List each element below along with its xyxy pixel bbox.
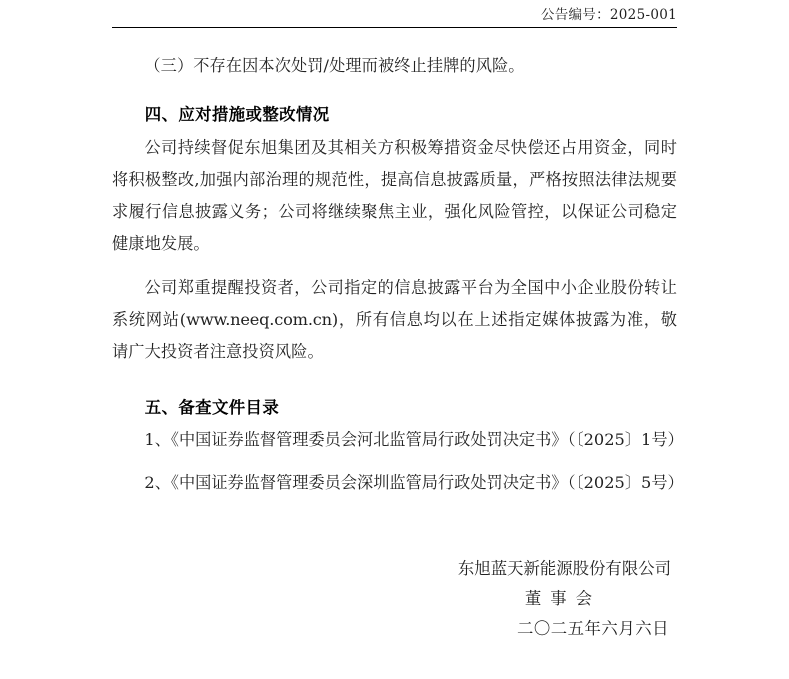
reference-document-item-1: 1、《中国证券监督管理委员会河北监管局行政处罚决定书》（〔2025〕1号） — [144, 429, 684, 449]
section-five-heading: 五、备查文件目录 — [144, 397, 280, 417]
clause-item-three: （三）不存在因本次处罚/处理而被终止挂牌的风险。 — [144, 56, 525, 75]
announcement-number: 公告编号：2025-001 — [540, 7, 677, 23]
document-body — [112, 50, 684, 500]
paragraph-text-before-url: 公司郑重提醒投资者，公司指定的信息披露平台为全国中小企业股份转让系统网站( — [112, 277, 677, 330]
spacer — [112, 82, 677, 99]
spacer — [112, 456, 677, 467]
spacer — [112, 261, 677, 272]
signature-board-of-directors: 董事会 — [524, 589, 601, 608]
paragraph-text-after-url: )，所有信息均以在上述指定媒体披露为准，敬请广大投资者注意投资风险。 — [112, 310, 677, 362]
header-divider — [112, 27, 677, 28]
spacer — [112, 369, 677, 392]
neeq-website-url: www.neeq.com.cn — [186, 310, 332, 330]
section-four-paragraph-1: 公司持续督促东旭集团及其相关方积极筹措资金尽快偿还占用资金，同时将积极整改,加强内部治理的规范性，提高信息披露质量，严格按照法律法规要求履行信息披露义务；公司将继续聚焦主业，强化风险管控，以保证公司稳定健康地发展。 — [112, 137, 677, 254]
signature-block — [112, 554, 677, 644]
page-header — [112, 6, 677, 28]
signature-date: 二〇二五年六月六日 — [516, 619, 669, 638]
reference-document-item-2: 2、《中国证券监督管理委员会深圳监管局行政处罚决定书》（〔2025〕5号） — [144, 473, 684, 493]
section-four-paragraph-2 — [112, 272, 677, 369]
section-four-heading: 四、应对措施或整改情况 — [144, 105, 330, 125]
signature-company-name: 东旭蓝天新能源股份有限公司 — [457, 559, 671, 578]
